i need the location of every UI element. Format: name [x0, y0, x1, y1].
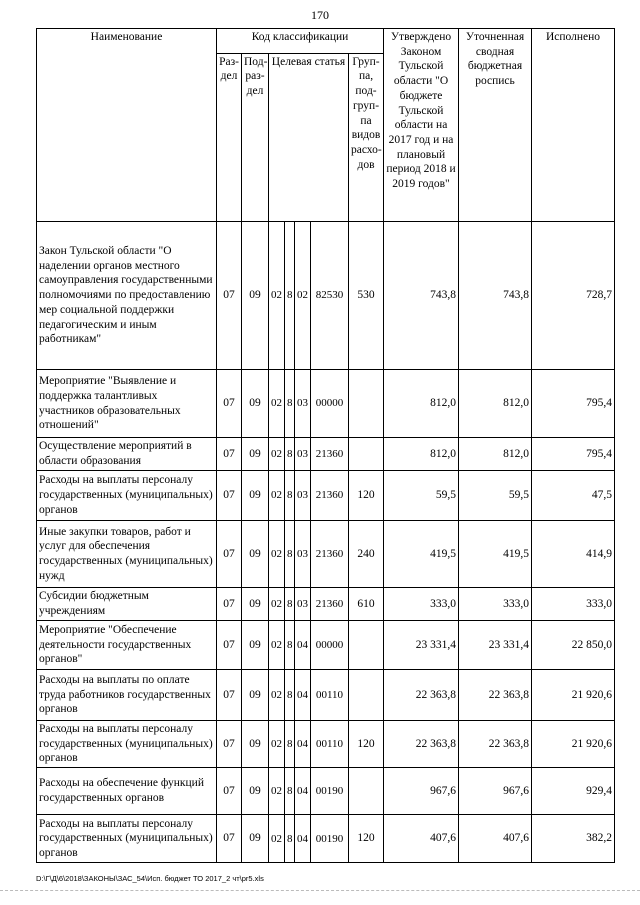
cell-target-program: 02	[269, 670, 285, 721]
table-row	[37, 438, 615, 471]
cell-expense-type: 120	[349, 471, 384, 521]
cell-razdel: 07	[217, 815, 242, 863]
table-row	[37, 621, 615, 670]
row-name: Мероприятие "Обеспечение деятельности государственных органов"	[37, 621, 217, 670]
cell-podrazdel: 09	[242, 670, 269, 721]
table-row	[37, 521, 615, 588]
cell-target-type: 8	[285, 471, 295, 521]
cell-target-direction: 21360	[311, 438, 349, 471]
cell-target-direction: 82530	[311, 222, 349, 370]
cell-updated: 22 363,8	[459, 670, 532, 721]
row-name: Расходы на выплаты по оплате труда работников государственных органов	[37, 670, 217, 721]
cell-razdel: 07	[217, 222, 242, 370]
cell-razdel: 07	[217, 721, 242, 768]
cell-expense-type	[349, 768, 384, 815]
cell-target-direction: 21360	[311, 521, 349, 588]
cell-expense-type: 120	[349, 721, 384, 768]
cell-executed: 382,2	[532, 815, 615, 863]
row-name: Расходы на обеспечение функций государственных органов	[37, 768, 217, 815]
cell-podrazdel: 09	[242, 621, 269, 670]
row-name: Субсидии бюджетным учреждениям	[37, 588, 217, 621]
cell-updated: 59,5	[459, 471, 532, 521]
cell-target-program: 02	[269, 438, 285, 471]
cell-razdel: 07	[217, 670, 242, 721]
cell-razdel: 07	[217, 438, 242, 471]
cell-podrazdel: 09	[242, 370, 269, 438]
cell-updated: 23 331,4	[459, 621, 532, 670]
cell-podrazdel: 09	[242, 438, 269, 471]
cell-razdel: 07	[217, 521, 242, 588]
cell-target-program: 02	[269, 815, 285, 863]
cell-approved: 23 331,4	[384, 621, 459, 670]
cell-target-direction: 21360	[311, 588, 349, 621]
cell-target-direction: 00000	[311, 621, 349, 670]
header-code-group: Код классификации	[217, 29, 384, 54]
cell-target-program: 02	[269, 471, 285, 521]
cell-target-program: 02	[269, 222, 285, 370]
cell-approved: 812,0	[384, 370, 459, 438]
cell-executed: 21 920,6	[532, 721, 615, 768]
cell-expense-type	[349, 438, 384, 471]
table-row	[37, 588, 615, 621]
cell-podrazdel: 09	[242, 222, 269, 370]
cell-target-type: 8	[285, 768, 295, 815]
cell-updated: 419,5	[459, 521, 532, 588]
cell-expense-type: 610	[349, 588, 384, 621]
header-executed: Исполнено	[532, 29, 615, 222]
cell-target-type: 8	[285, 670, 295, 721]
cell-updated: 22 363,8	[459, 721, 532, 768]
page-bottom-line	[0, 890, 640, 891]
cell-target-direction: 00110	[311, 670, 349, 721]
cell-target-direction: 00110	[311, 721, 349, 768]
cell-target-type: 8	[285, 521, 295, 588]
cell-target-direction: 00190	[311, 815, 349, 863]
cell-executed: 795,4	[532, 370, 615, 438]
cell-podrazdel: 09	[242, 521, 269, 588]
cell-razdel: 07	[217, 621, 242, 670]
cell-target-event: 03	[295, 521, 311, 588]
cell-expense-type: 120	[349, 815, 384, 863]
table-row	[37, 768, 615, 815]
cell-target-event: 04	[295, 768, 311, 815]
table-row	[37, 222, 615, 370]
cell-updated: 407,6	[459, 815, 532, 863]
cell-approved: 333,0	[384, 588, 459, 621]
header-updated: Уточненная сводная бюджетная роспись	[459, 29, 532, 222]
cell-razdel: 07	[217, 588, 242, 621]
cell-approved: 812,0	[384, 438, 459, 471]
cell-target-event: 04	[295, 621, 311, 670]
cell-expense-type: 530	[349, 222, 384, 370]
cell-target-type: 8	[285, 815, 295, 863]
cell-target-direction: 00000	[311, 370, 349, 438]
cell-target-program: 02	[269, 521, 285, 588]
cell-target-program: 02	[269, 721, 285, 768]
cell-target-type: 8	[285, 438, 295, 471]
table-row	[37, 670, 615, 721]
cell-razdel: 07	[217, 471, 242, 521]
header-razdel: Раз- дел	[217, 53, 242, 221]
page-number: 170	[311, 8, 329, 22]
cell-podrazdel: 09	[242, 768, 269, 815]
cell-podrazdel: 09	[242, 721, 269, 768]
header-tselevaya: Целевая статья	[269, 53, 349, 221]
cell-podrazdel: 09	[242, 815, 269, 863]
row-name: Расходы на выплаты персоналу государственных (муниципальных) органов	[37, 721, 217, 768]
table-row	[37, 721, 615, 768]
cell-target-type: 8	[285, 621, 295, 670]
cell-target-program: 02	[269, 588, 285, 621]
cell-approved: 419,5	[384, 521, 459, 588]
row-name: Расходы на выплаты персоналу государственных (муниципальных) органов	[37, 471, 217, 521]
cell-updated: 333,0	[459, 588, 532, 621]
cell-podrazdel: 09	[242, 471, 269, 521]
cell-executed: 47,5	[532, 471, 615, 521]
row-name: Иные закупки товаров, работ и услуг для обеспечения государственных (муниципальных) нужд	[37, 521, 217, 588]
header-vid: Груп- па, под- груп- па видов расхо- дов	[349, 53, 384, 221]
cell-razdel: 07	[217, 370, 242, 438]
cell-updated: 812,0	[459, 370, 532, 438]
cell-approved: 22 363,8	[384, 721, 459, 768]
cell-approved: 967,6	[384, 768, 459, 815]
cell-approved: 743,8	[384, 222, 459, 370]
cell-target-program: 02	[269, 621, 285, 670]
cell-updated: 967,6	[459, 768, 532, 815]
cell-target-event: 04	[295, 670, 311, 721]
cell-executed: 728,7	[532, 222, 615, 370]
cell-executed: 929,4	[532, 768, 615, 815]
cell-target-type: 8	[285, 222, 295, 370]
cell-target-direction: 00190	[311, 768, 349, 815]
cell-target-event: 02	[295, 222, 311, 370]
budget-table	[36, 28, 615, 863]
cell-razdel: 07	[217, 768, 242, 815]
cell-target-direction: 21360	[311, 471, 349, 521]
cell-target-event: 04	[295, 815, 311, 863]
cell-expense-type	[349, 370, 384, 438]
header-name: Наименование	[37, 29, 217, 222]
cell-executed: 22 850,0	[532, 621, 615, 670]
table-row	[37, 370, 615, 438]
cell-executed: 414,9	[532, 521, 615, 588]
cell-target-event: 03	[295, 588, 311, 621]
cell-target-event: 03	[295, 370, 311, 438]
cell-target-program: 02	[269, 768, 285, 815]
cell-expense-type	[349, 621, 384, 670]
cell-approved: 407,6	[384, 815, 459, 863]
cell-target-event: 03	[295, 471, 311, 521]
cell-updated: 743,8	[459, 222, 532, 370]
file-path-footer: D:\Г\Д\6\2018\ЗАКОНЫ\ЗАС_54\Исп. бюджет ТО 2017_2 чт\pr5.xls	[36, 874, 264, 883]
cell-target-event: 04	[295, 721, 311, 768]
header-approved: Утверждено Законом Тульской области "О бюджете Тульской области на 2017 год и на плановый период 2018 и 2019 годов"	[384, 29, 459, 222]
header-podrazdel: Под- раз- дел	[242, 53, 269, 221]
cell-target-type: 8	[285, 588, 295, 621]
row-name: Расходы на выплаты персоналу государственных (муниципальных) органов	[37, 815, 217, 863]
cell-target-event: 03	[295, 438, 311, 471]
cell-updated: 812,0	[459, 438, 532, 471]
table-row	[37, 815, 615, 863]
cell-executed: 21 920,6	[532, 670, 615, 721]
cell-expense-type	[349, 670, 384, 721]
cell-target-type: 8	[285, 370, 295, 438]
cell-target-type: 8	[285, 721, 295, 768]
cell-expense-type: 240	[349, 521, 384, 588]
cell-approved: 59,5	[384, 471, 459, 521]
row-name: Закон Тульской области "О наделении органов местного самоуправления государственными полномочиями по предоставлению мер социальной поддержки педагогическим и иным работникам"	[37, 222, 217, 370]
cell-target-program: 02	[269, 370, 285, 438]
cell-executed: 795,4	[532, 438, 615, 471]
row-name: Мероприятие "Выявление и поддержка талантливых участников образовательных отношений"	[37, 370, 217, 438]
cell-approved: 22 363,8	[384, 670, 459, 721]
row-name: Осуществление мероприятий в области образования	[37, 438, 217, 471]
cell-executed: 333,0	[532, 588, 615, 621]
table-row	[37, 471, 615, 521]
cell-podrazdel: 09	[242, 588, 269, 621]
